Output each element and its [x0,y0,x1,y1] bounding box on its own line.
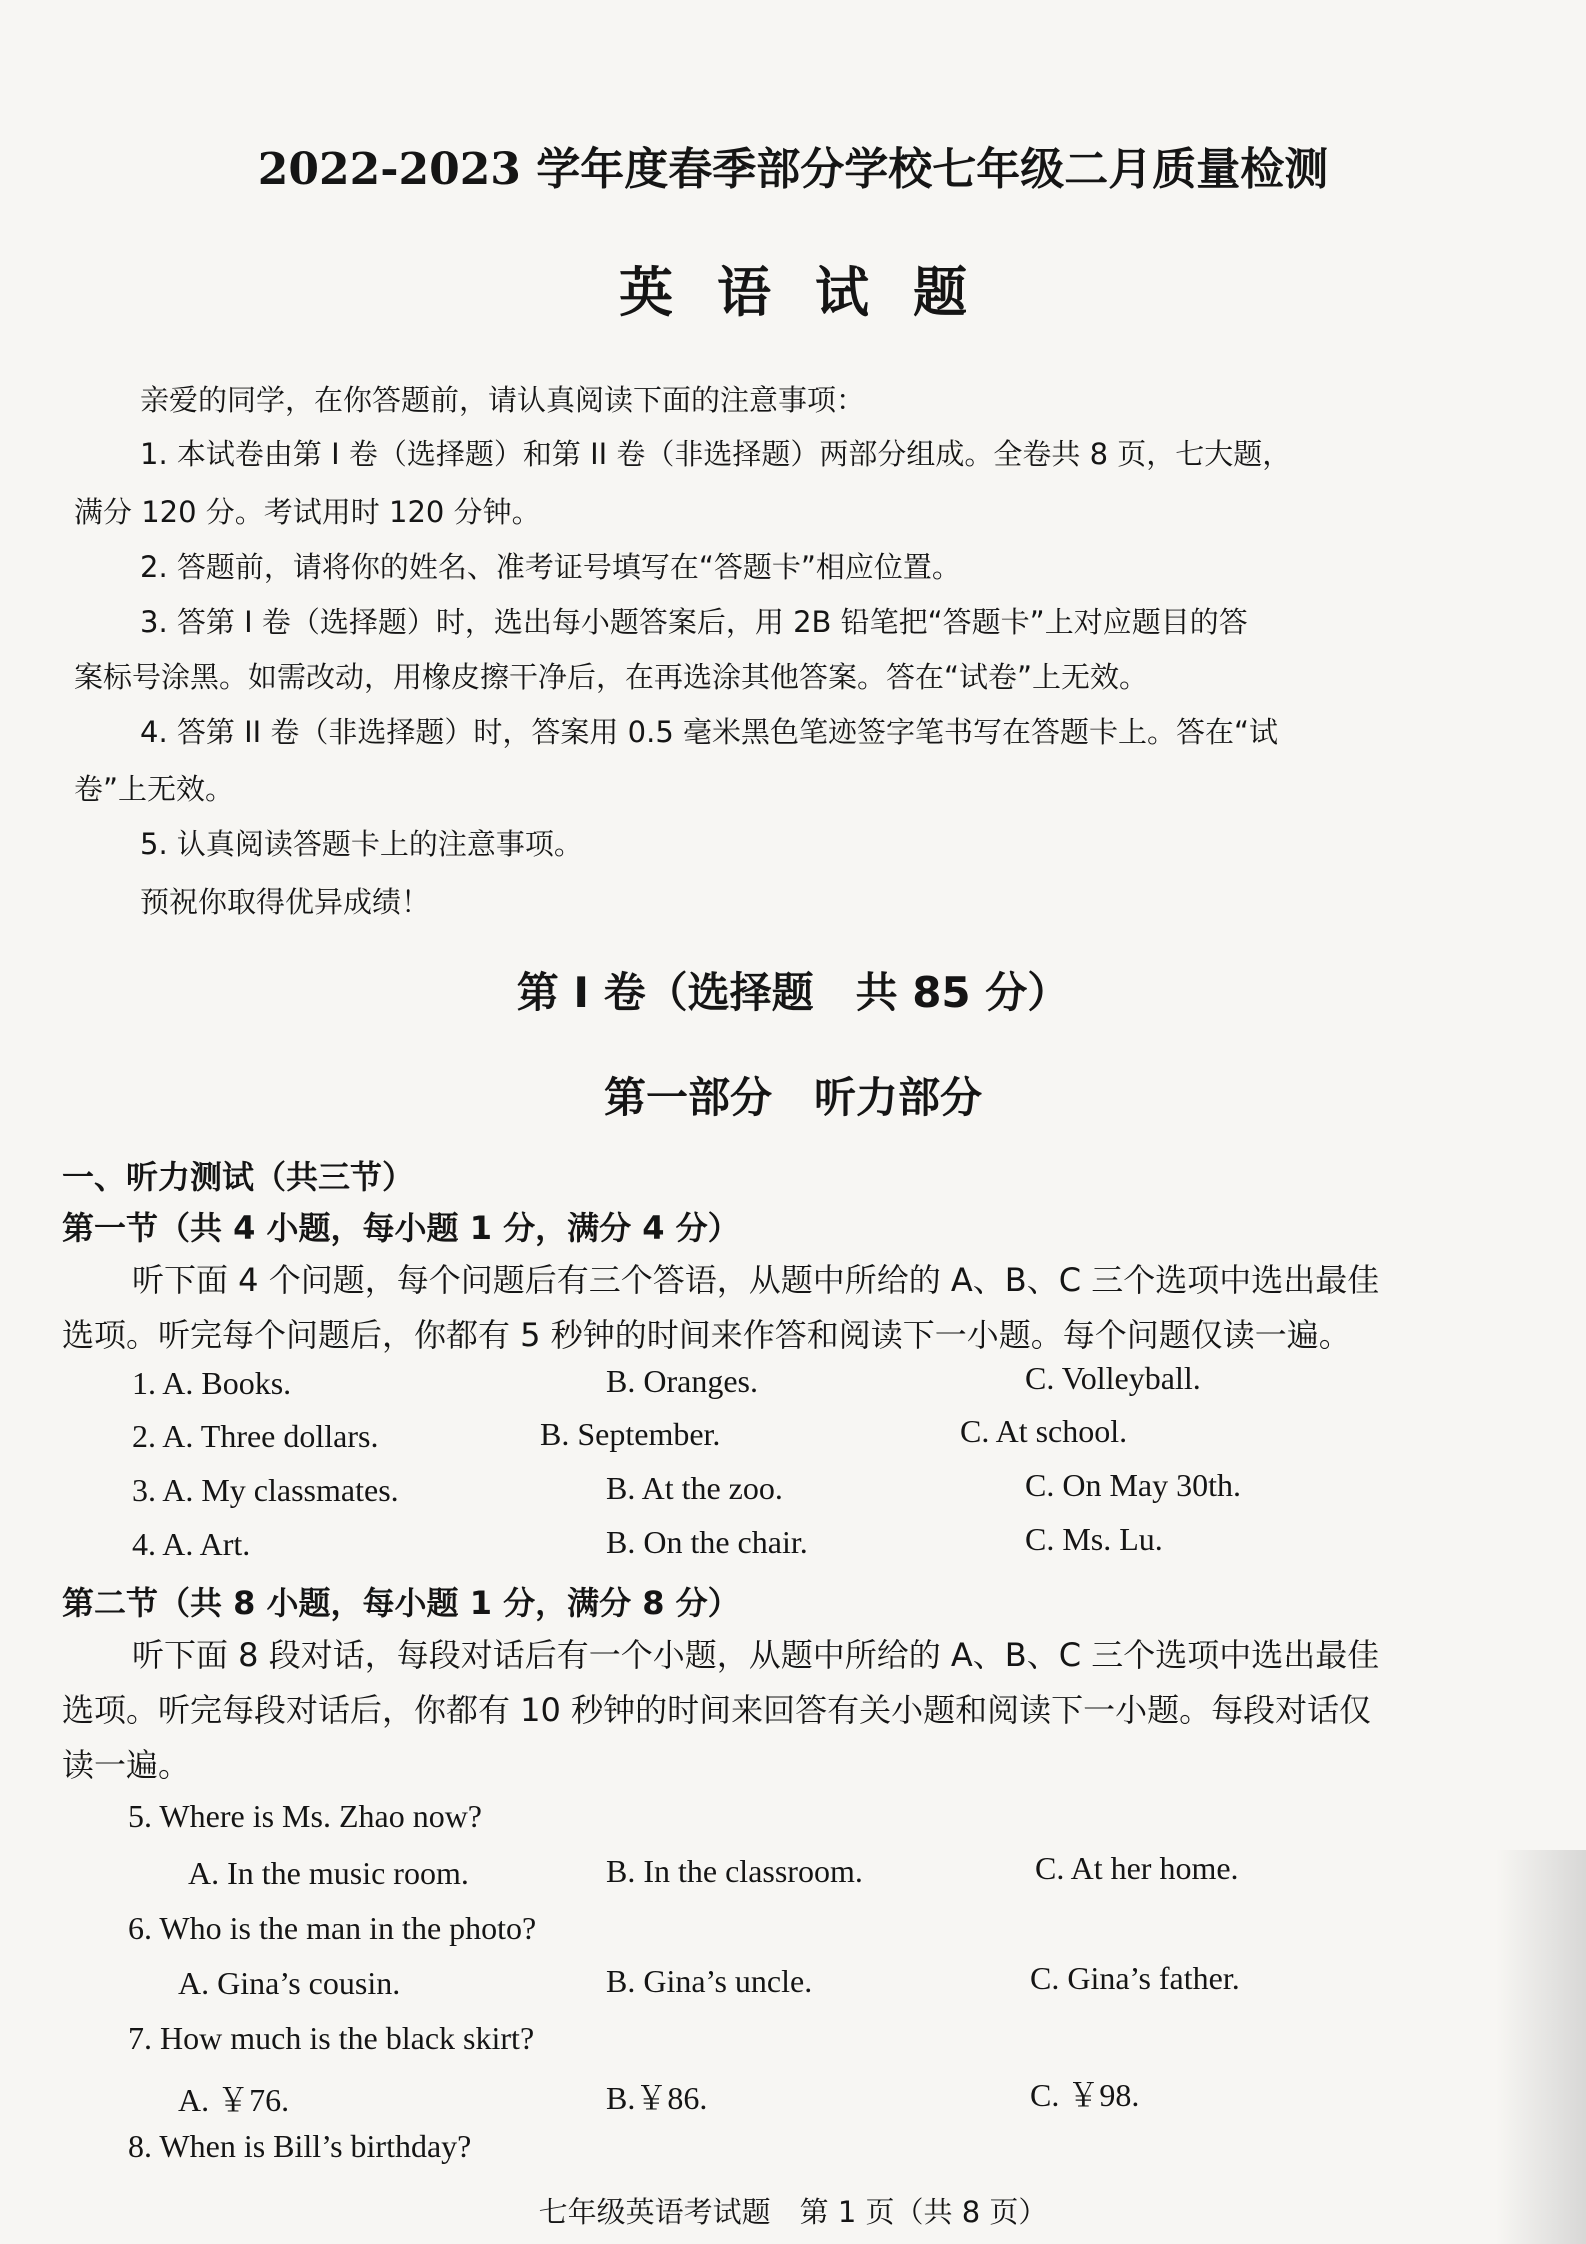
q7-option-c: C. ￥98. [1030,2077,1140,2113]
q5-option-a: A. In the music room. [188,1855,469,1891]
q4-option-c: C. Ms. Lu. [1025,1521,1163,1557]
notice-item-3b: 案标号涂黑。如需改动，用橡皮擦干净后，在再选涂其他答案。答在“试卷”上无效。 [74,660,1149,694]
q6-stem: 6. Who is the man in the photo? [128,1910,537,1946]
q5-option-b: B. In the classroom. [606,1853,863,1889]
q7-stem: 7. How much is the black skirt? [128,2020,535,2056]
part-1-title: 第一部分 听力部分 [603,1073,982,1122]
q5-option-c: C. At her home. [1035,1850,1239,1886]
exam-subtitle: 英语试题 [619,260,1011,324]
q6-option-c: C. Gina’s father. [1030,1960,1240,1996]
q1-option-c: C. Volleyball. [1025,1360,1201,1396]
scan-shadow [1496,1850,1586,2244]
q3-option-c: C. On May 30th. [1025,1467,1241,1503]
section-2-instructions-a: 听下面 8 段对话，每段对话后有一个小题，从题中所给的 A、B、C 三个选项中选出最佳 [132,1636,1380,1674]
q7-option-a: A. ￥76. [178,2082,290,2118]
section-1-heading: 第一节（共 4 小题，每小题 1 分，满分 4 分） [62,1209,740,1247]
section-2-instructions-c: 读一遍。 [62,1746,191,1784]
q7-option-b: B.￥86. [606,2080,708,2116]
q2-option-b: B. September. [540,1416,721,1452]
notice-item-2: 2. 答题前，请将你的姓名、准考证号填写在“答题卡”相应位置。 [140,550,961,584]
q2-option-a: 2. A. Three dollars. [132,1418,379,1454]
notice-item-4a: 4. 答第 II 卷（非选择题）时，答案用 0.5 毫米黑色笔迹签字笔书写在答题卡上。答在“试 [140,715,1279,749]
q6-option-a: A. Gina’s cousin. [178,1965,401,2001]
q8-stem: 8. When is Bill’s birthday? [128,2128,472,2164]
notice-greeting: 亲爱的同学，在你答题前，请认真阅读下面的注意事项： [140,383,866,417]
volume-1-title: 第 I 卷（选择题 共 85 分） [516,968,1070,1017]
q2-option-c: C. At school. [960,1413,1128,1449]
q1-option-b: B. Oranges. [606,1363,758,1399]
q5-stem: 5. Where is Ms. Zhao now? [128,1798,482,1834]
exam-title: 2022-2023 学年度春季部分学校七年级二月质量检测 [257,144,1329,195]
q6-option-b: B. Gina’s uncle. [606,1963,813,1999]
q4-option-a: 4. A. Art. [132,1526,251,1562]
notice-wish: 预祝你取得优异成绩！ [140,885,431,919]
q4-option-b: B. On the chair. [606,1524,808,1560]
listening-heading: 一、听力测试（共三节） [62,1158,415,1196]
notice-item-5: 5. 认真阅读答题卡上的注意事项。 [140,827,583,861]
notice-item-1b: 满分 120 分。考试用时 120 分钟。 [74,495,541,529]
q3-option-a: 3. A. My classmates. [132,1472,399,1508]
notice-item-4b: 卷”上无效。 [74,772,235,806]
notice-item-1a: 1. 本试卷由第 I 卷（选择题）和第 II 卷（非选择题）两部分组成。全卷共 8 页，七大题， [140,437,1292,471]
section-2-instructions-b: 选项。听完每段对话后，你都有 10 秒钟的时间来回答有关小题和阅读下一小题。每段对话仅 [62,1691,1372,1729]
page-footer: 七年级英语考试题 第 1 页（共 8 页） [538,2195,1048,2229]
notice-item-3a: 3. 答第 I 卷（选择题）时，选出每小题答案后，用 2B 铅笔把“答题卡”上对应题目的答 [140,605,1248,639]
section-2-heading: 第二节（共 8 小题，每小题 1 分，满分 8 分） [62,1584,740,1622]
section-1-instructions-b: 选项。听完每个问题后，你都有 5 秒钟的时间来作答和阅读下一小题。每个问题仅读一遍。 [62,1316,1351,1354]
q3-option-b: B. At the zoo. [606,1470,783,1506]
section-1-instructions-a: 听下面 4 个问题，每个问题后有三个答语，从题中所给的 A、B、C 三个选项中选出最佳 [132,1261,1380,1299]
q1-option-a: 1. A. Books. [132,1365,292,1401]
